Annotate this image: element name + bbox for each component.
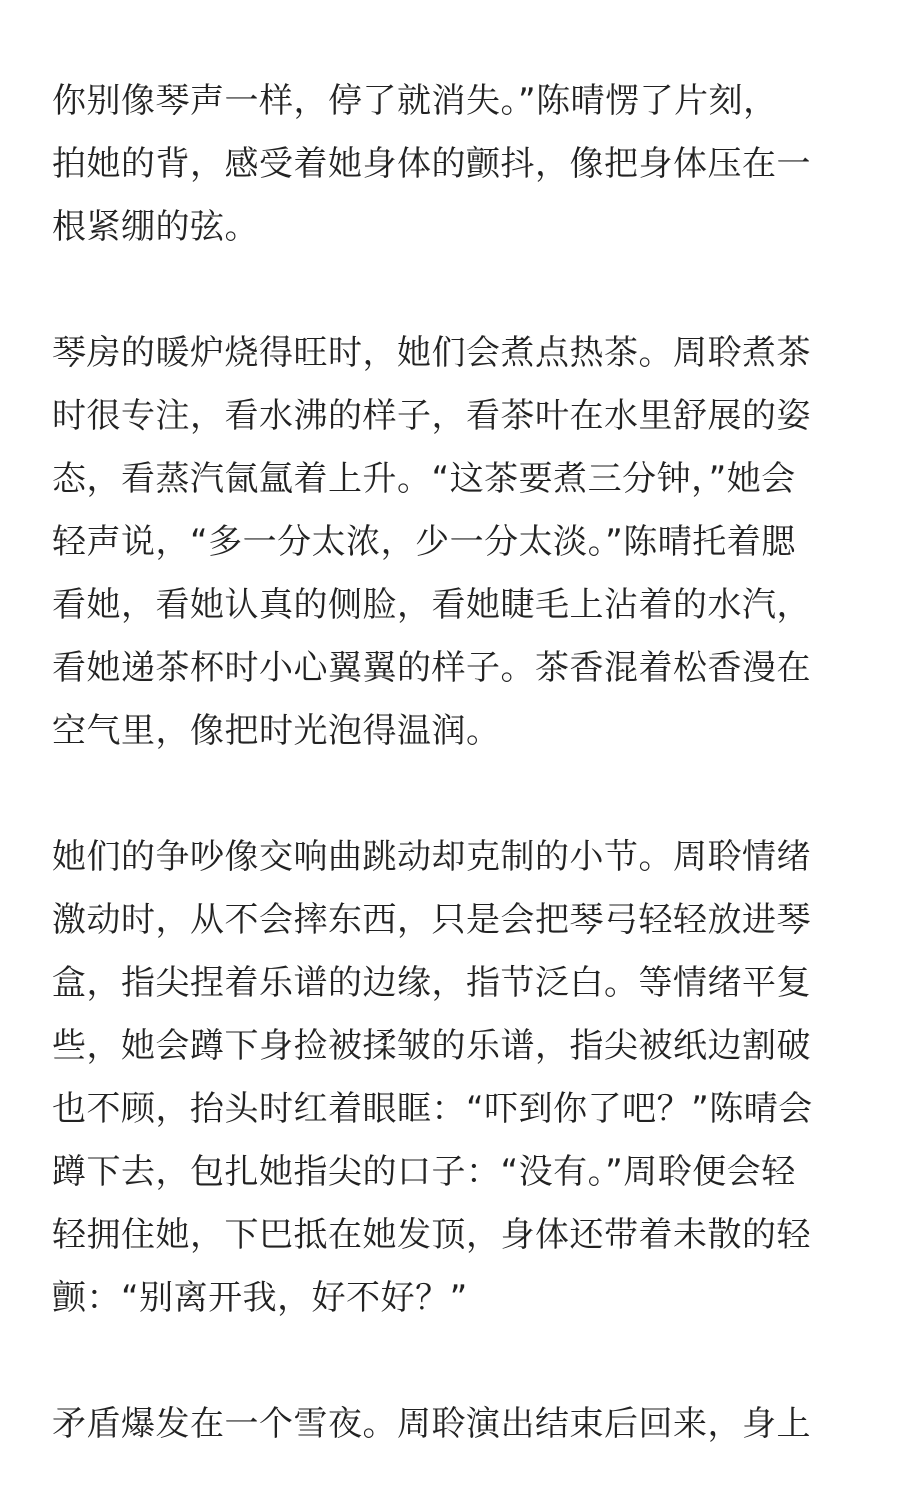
text-line: 她们的争吵像交响曲跳动却克制的小节。周聆情绪 [52,837,811,877]
text-line: 激动时，从不会摔东西，只是会把琴弓轻轻放进琴 [52,900,811,940]
text-line: 轻拥住她，下巴抵在她发顶，身体还带着未散的轻 [52,1215,811,1255]
paragraph-spacer [52,763,852,826]
text-line: 蹲下去，包扎她指尖的口子：“没有。”周聆便会轻 [52,1152,796,1192]
text-line: 也不顾，抬头时红着眼眶：“吓到你了吧？”陈晴会 [52,1089,813,1129]
paragraph-4 [52,1393,852,1456]
text-line: 空气里，像把时光泡得温润。 [52,711,501,751]
text-line: 盒，指尖捏着乐谱的边缘，指节泛白。等情绪平复 [52,963,811,1003]
text-line: 矛盾爆发在一个雪夜。周聆演出结束后回来，身上 [52,1404,811,1444]
text-line: 颤：“别离开我，好不好？” [52,1278,468,1318]
text-line: 根紧绷的弦。 [52,207,259,247]
text-line: 些，她会蹲下身捡被揉皱的乐谱，指尖被纸边割破 [52,1026,811,1066]
paragraph-spacer [52,1330,852,1393]
text-line: 看她递茶杯时小心翼翼的样子。茶香混着松香漫在 [52,648,811,688]
text-line: 你别像琴声一样，停了就消失。”陈晴愣了片刻， [52,81,778,121]
paragraph-1 [52,70,852,259]
text-line: 态，看蒸汽氤氲着上升。“这茶要煮三分钟，”她会 [52,459,796,499]
text-line: 看她，看她认真的侧脸，看她睫毛上沾着的水汽， [52,585,811,625]
text-line: 时很专注，看水沸的样子，看茶叶在水里舒展的姿 [52,396,811,436]
text-line: 拍她的背，感受着她身体的颤抖，像把身体压在一 [52,144,811,184]
text-line: 轻声说，“多一分太浓，少一分太淡。”陈晴托着腮 [52,522,796,562]
paragraph-spacer [52,259,852,322]
article-body [52,70,852,1456]
paragraph-2 [52,322,852,763]
paragraph-3 [52,826,852,1330]
text-line: 琴房的暖炉烧得旺时，她们会煮点热茶。周聆煮茶 [52,333,811,373]
